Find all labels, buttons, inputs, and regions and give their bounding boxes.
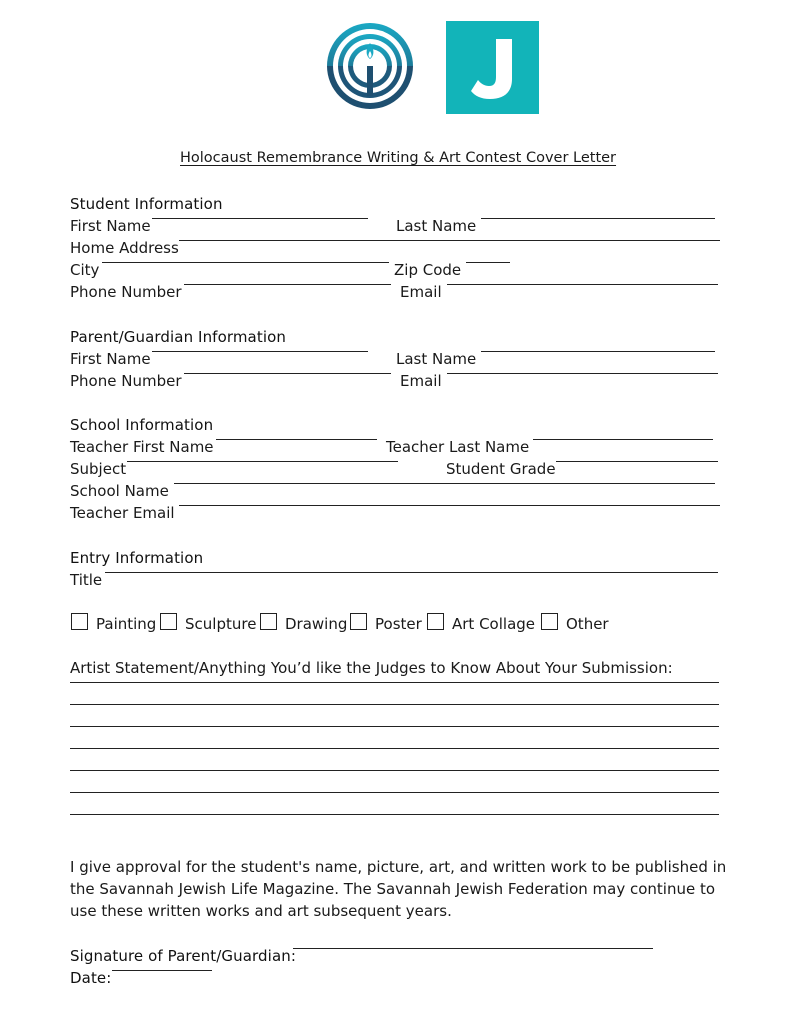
student-grade-label: Student Grade [446,460,556,478]
home-address-label: Home Address [70,239,179,257]
art-collage-label: Art Collage [452,615,536,633]
parent-email-field[interactable] [447,373,718,374]
student-grade-field[interactable] [556,461,718,462]
date-label: Date: [70,969,112,987]
school-name-label: School Name [70,482,169,500]
parent-last-name-field[interactable] [481,351,715,352]
city-label: City [70,261,100,279]
statement-line[interactable] [70,726,719,727]
federation-menorah-logo [325,21,415,111]
student-first-name-label: First Name [70,217,151,235]
zip-code-label: Zip Code [394,261,462,279]
parent-first-name-field[interactable] [152,351,368,352]
entry-title-label: Title [70,571,103,589]
student-email-field[interactable] [447,284,718,285]
teacher-email-field[interactable] [179,505,720,506]
parent-phone-label: Phone Number [70,372,182,390]
other-checkbox[interactable] [541,613,558,630]
art-collage-checkbox[interactable] [427,613,444,630]
teacher-last-name-label: Teacher Last Name [386,438,530,456]
student-email-label: Email [400,283,442,301]
student-section-heading: Student Information [70,195,223,213]
artist-statement-label: Artist Statement/Anything You’d like the Judges to Know About Your Submission: [70,659,673,677]
school-name-field[interactable] [174,483,715,484]
sculpture-label: Sculpture [185,615,257,633]
school-section-heading: School Information [70,416,214,434]
zip-code-field[interactable] [466,262,510,263]
student-phone-label: Phone Number [70,283,182,301]
subject-label: Subject [70,460,127,478]
poster-label: Poster [375,615,422,633]
teacher-first-name-label: Teacher First Name [70,438,214,456]
parent-phone-field[interactable] [184,373,391,374]
entry-title-field[interactable] [105,572,718,573]
student-last-name-label: Last Name [396,217,477,235]
drawing-label: Drawing [285,615,348,633]
statement-line[interactable] [70,792,719,793]
j-logo [446,21,539,114]
parent-first-name-label: First Name [70,350,151,368]
parent-email-label: Email [400,372,442,390]
signature-label: Signature of Parent/Guardian: [70,947,296,965]
sculpture-checkbox[interactable] [160,613,177,630]
page-title: Holocaust Remembrance Writing & Art Contest Cover Letter [180,150,617,166]
other-label: Other [566,615,609,633]
approval-paragraph: I give approval for the student's name, picture, art, and written work to be published in the Savannah Jewish Life Magazine. The Savannah Jewish Federation may continue to use these written works and art subsequent years. [70,858,727,920]
statement-line[interactable] [70,814,719,815]
teacher-email-label: Teacher Email [70,504,175,522]
teacher-first-name-field[interactable] [216,439,377,440]
statement-line[interactable] [70,704,719,705]
signature-field[interactable] [293,948,653,949]
parent-section-heading: Parent/Guardian Information [70,328,286,346]
drawing-checkbox[interactable] [260,613,277,630]
statement-line[interactable] [70,682,719,683]
entry-section-heading: Entry Information [70,549,204,567]
subject-field[interactable] [127,461,398,462]
statement-line[interactable] [70,748,719,749]
home-address-field[interactable] [179,240,720,241]
parent-last-name-label: Last Name [396,350,477,368]
student-phone-field[interactable] [184,284,391,285]
painting-checkbox[interactable] [71,613,88,630]
teacher-last-name-field[interactable] [533,439,713,440]
painting-label: Painting [96,615,157,633]
poster-checkbox[interactable] [350,613,367,630]
statement-line[interactable] [70,770,719,771]
student-last-name-field[interactable] [481,218,715,219]
date-field[interactable] [112,970,212,971]
city-field[interactable] [102,262,389,263]
student-first-name-field[interactable] [152,218,368,219]
